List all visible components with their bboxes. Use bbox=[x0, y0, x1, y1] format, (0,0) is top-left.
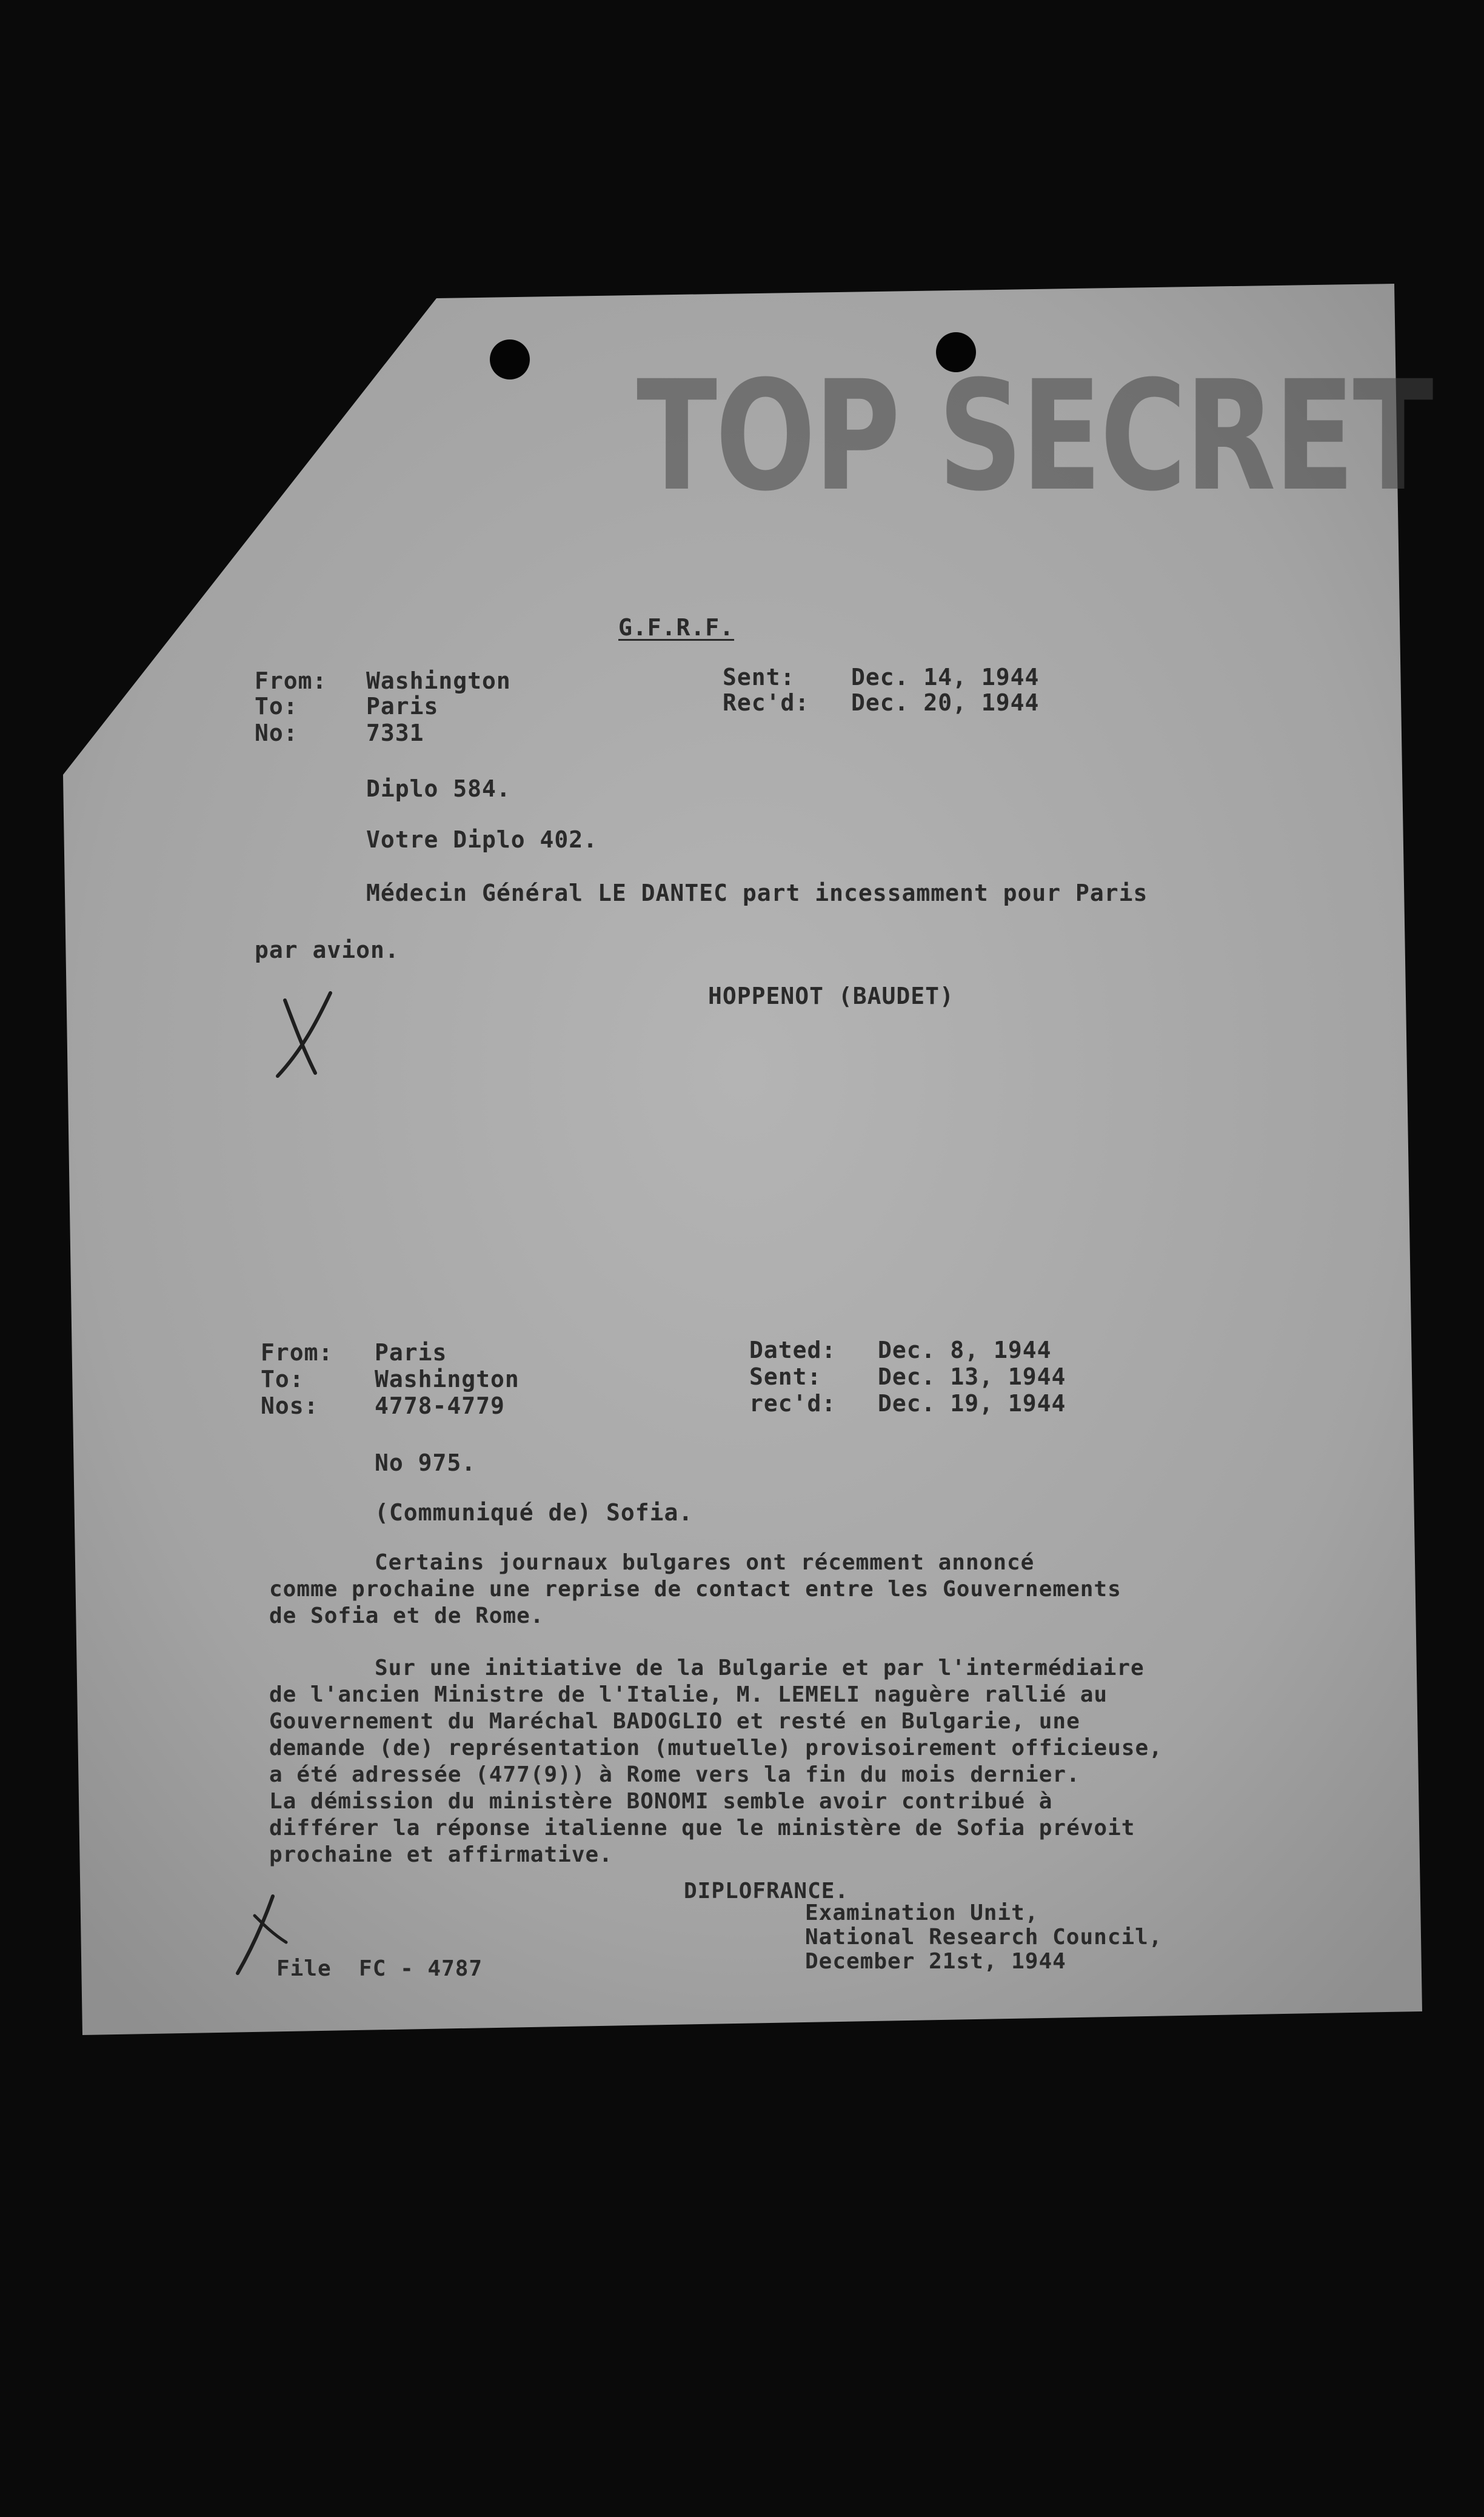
document-heading: G.F.R.F. bbox=[618, 614, 735, 641]
msg1-line-1: Diplo 584. bbox=[366, 775, 511, 802]
msg1-recd-label: Rec'd: bbox=[723, 689, 810, 716]
msg2-to-value: Washington bbox=[375, 1366, 520, 1392]
msg2-from-label: From: bbox=[261, 1339, 333, 1366]
msg1-line-4: par avion. bbox=[255, 937, 399, 963]
msg2-para2-line-6: La démission du ministère BONOMI semble avoir contribué à bbox=[269, 1789, 1053, 1814]
msg2-nos-value: 4778-4779 bbox=[375, 1392, 505, 1419]
msg2-sent-value: Dec. 13, 1944 bbox=[878, 1363, 1066, 1390]
msg2-number: No 975. bbox=[375, 1449, 476, 1476]
msg1-from-label: From: bbox=[255, 667, 327, 694]
msg2-para2-line-8: prochaine et affirmative. bbox=[269, 1842, 613, 1867]
msg1-signature: HOPPENOT (BAUDET) bbox=[708, 983, 954, 1009]
unit-line-2: National Research Council, bbox=[805, 1925, 1163, 1950]
msg1-no-label: No: bbox=[255, 720, 298, 746]
msg1-sent-value: Dec. 14, 1944 bbox=[851, 664, 1040, 690]
msg2-from-value: Paris bbox=[375, 1339, 447, 1366]
msg2-dated-value: Dec. 8, 1944 bbox=[878, 1337, 1052, 1363]
msg1-line-2: Votre Diplo 402. bbox=[366, 826, 598, 853]
msg2-para2-line-5: a été adressée (477(9)) à Rome vers la fin du mois dernier. bbox=[269, 1762, 1080, 1787]
msg2-para2-line-7: différer la réponse italienne que le ministère de Sofia prévoit bbox=[269, 1816, 1135, 1840]
handwritten-x-mark-2 bbox=[230, 1891, 297, 1976]
msg2-para1-line-3: de Sofia et de Rome. bbox=[269, 1603, 544, 1628]
msg2-recd-label: rec'd: bbox=[749, 1390, 837, 1417]
msg2-para1-line-1: Certains journaux bulgares ont récemment annoncé bbox=[375, 1550, 1035, 1575]
unit-line-1: Examination Unit, bbox=[805, 1900, 1039, 1925]
msg2-dated-label: Dated: bbox=[749, 1337, 837, 1363]
msg2-signature: DIPLOFRANCE. bbox=[684, 1879, 849, 1904]
msg2-recd-value: Dec. 19, 1944 bbox=[878, 1390, 1066, 1417]
msg2-para2-line-3: Gouvernement du Maréchal BADOGLIO et resté en Bulgarie, une bbox=[269, 1709, 1080, 1734]
msg2-para1-line-2: comme prochaine une reprise de contact entre les Gouvernements bbox=[269, 1577, 1121, 1602]
handwritten-x-mark bbox=[267, 988, 352, 1079]
punch-hole-left bbox=[490, 339, 530, 379]
msg2-nos-label: Nos: bbox=[261, 1392, 319, 1419]
file-reference: File FC - 4787 bbox=[276, 1956, 483, 1981]
msg1-to-label: To: bbox=[255, 693, 298, 720]
msg2-communique: (Communiqué de) Sofia. bbox=[375, 1499, 694, 1526]
msg2-to-label: To: bbox=[261, 1366, 304, 1392]
msg1-from-value: Washington bbox=[366, 667, 511, 694]
top-secret-stamp: TOP SECRET bbox=[637, 348, 1432, 524]
msg2-para2-line-4: demande (de) représentation (mutuelle) provisoirement officieuse, bbox=[269, 1736, 1163, 1760]
msg1-to-value: Paris bbox=[366, 693, 439, 720]
msg2-sent-label: Sent: bbox=[749, 1363, 822, 1390]
msg1-line-3: Médecin Général LE DANTEC part incessamment pour Paris bbox=[366, 880, 1148, 906]
msg1-no-value: 7331 bbox=[366, 720, 424, 746]
unit-line-3: December 21st, 1944 bbox=[805, 1949, 1066, 1974]
msg1-sent-label: Sent: bbox=[723, 664, 795, 690]
msg2-para2-line-1: Sur une initiative de la Bulgarie et par l'intermédiaire bbox=[375, 1656, 1145, 1680]
msg2-para2-line-2: de l'ancien Ministre de l'Italie, M. LEMELI naguère rallié au bbox=[269, 1682, 1108, 1707]
msg1-recd-value: Dec. 20, 1944 bbox=[851, 689, 1040, 716]
